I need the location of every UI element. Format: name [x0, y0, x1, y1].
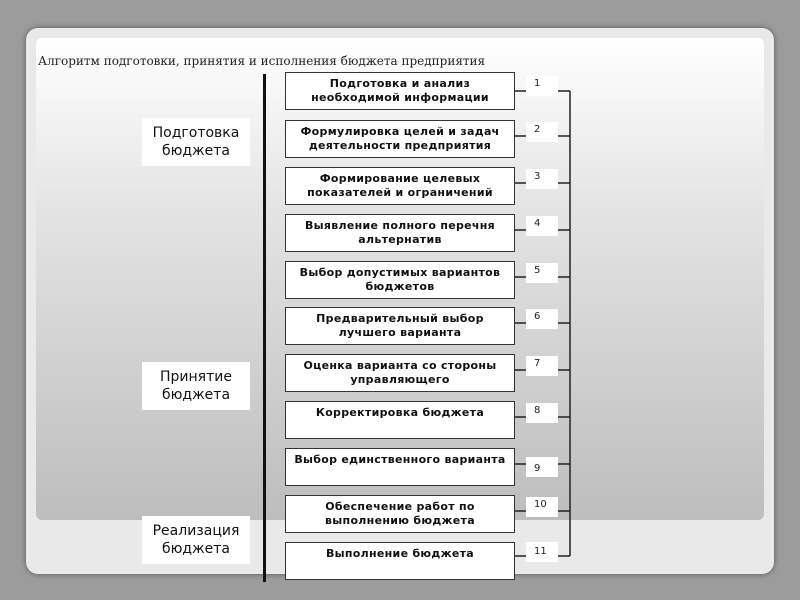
- step-text-line2: деятельности предприятия: [308, 139, 492, 152]
- phase-label-line2: бюджета: [161, 541, 231, 557]
- step-box-11: [285, 542, 515, 580]
- step-number-11: 11: [526, 542, 558, 562]
- step-number-3: 3: [526, 169, 558, 189]
- step-text-line2: выполнению бюджета: [325, 514, 475, 527]
- phase-label-line2: бюджета: [161, 387, 231, 403]
- step-number-1: 1: [526, 76, 558, 96]
- step-box-8: [285, 401, 515, 439]
- step-box-3: [285, 167, 515, 205]
- step-number-8: 8: [526, 403, 558, 423]
- step-number-6: 6: [526, 309, 558, 329]
- step-box-10: [285, 495, 515, 533]
- step-text-line1: Предварительный выбор: [316, 312, 484, 325]
- phase-label-line2: бюджета: [161, 143, 231, 159]
- step-number-10: 10: [526, 497, 558, 517]
- step-text-line1: Формулировка целей и задач: [300, 125, 500, 138]
- step-text-line1: Выявление полного перечня: [304, 219, 496, 232]
- step-text-line2: показателей и ограничений: [307, 186, 493, 199]
- diagram-title: Алгоритм подготовки, принятия и исполнения бюджета предприятия: [38, 54, 486, 68]
- step-text-line2: бюджетов: [365, 280, 435, 293]
- step-box-4: [285, 214, 515, 252]
- step-box-1: [285, 72, 515, 110]
- step-box-7: [285, 354, 515, 392]
- step-number-5: 5: [526, 263, 558, 283]
- step-text-line1: Выполнение бюджета: [325, 547, 475, 560]
- step-text-line1: Обеспечение работ по: [325, 500, 475, 513]
- step-number-2: 2: [526, 122, 558, 142]
- step-text-line1: Выбор единственного варианта: [294, 453, 506, 466]
- step-text-line1: Корректировка бюджета: [315, 406, 485, 419]
- step-text-line2: альтернатив: [358, 233, 442, 246]
- step-text-line2: управляющего: [350, 373, 450, 386]
- step-text-line2: лучшего варианта: [338, 326, 462, 339]
- step-box-2: [285, 120, 515, 158]
- step-box-6: [285, 307, 515, 345]
- step-number-4: 4: [526, 216, 558, 236]
- phase-label-line1: Принятие: [160, 369, 232, 385]
- phase-label-line1: Реализация: [152, 523, 240, 539]
- step-text-line2: необходимой информации: [311, 91, 489, 104]
- step-text-line1: Оценка варианта со стороны: [303, 359, 497, 372]
- step-text-line1: Подготовка и анализ: [329, 77, 471, 90]
- step-text-line1: Формирование целевых: [319, 172, 481, 185]
- step-text-line1: Выбор допустимых вариантов: [299, 266, 501, 279]
- step-box-5: [285, 261, 515, 299]
- step-box-9: [285, 448, 515, 486]
- step-number-9: 9: [526, 457, 558, 477]
- phase-label-line1: Подготовка: [152, 125, 240, 141]
- step-number-7: 7: [526, 356, 558, 376]
